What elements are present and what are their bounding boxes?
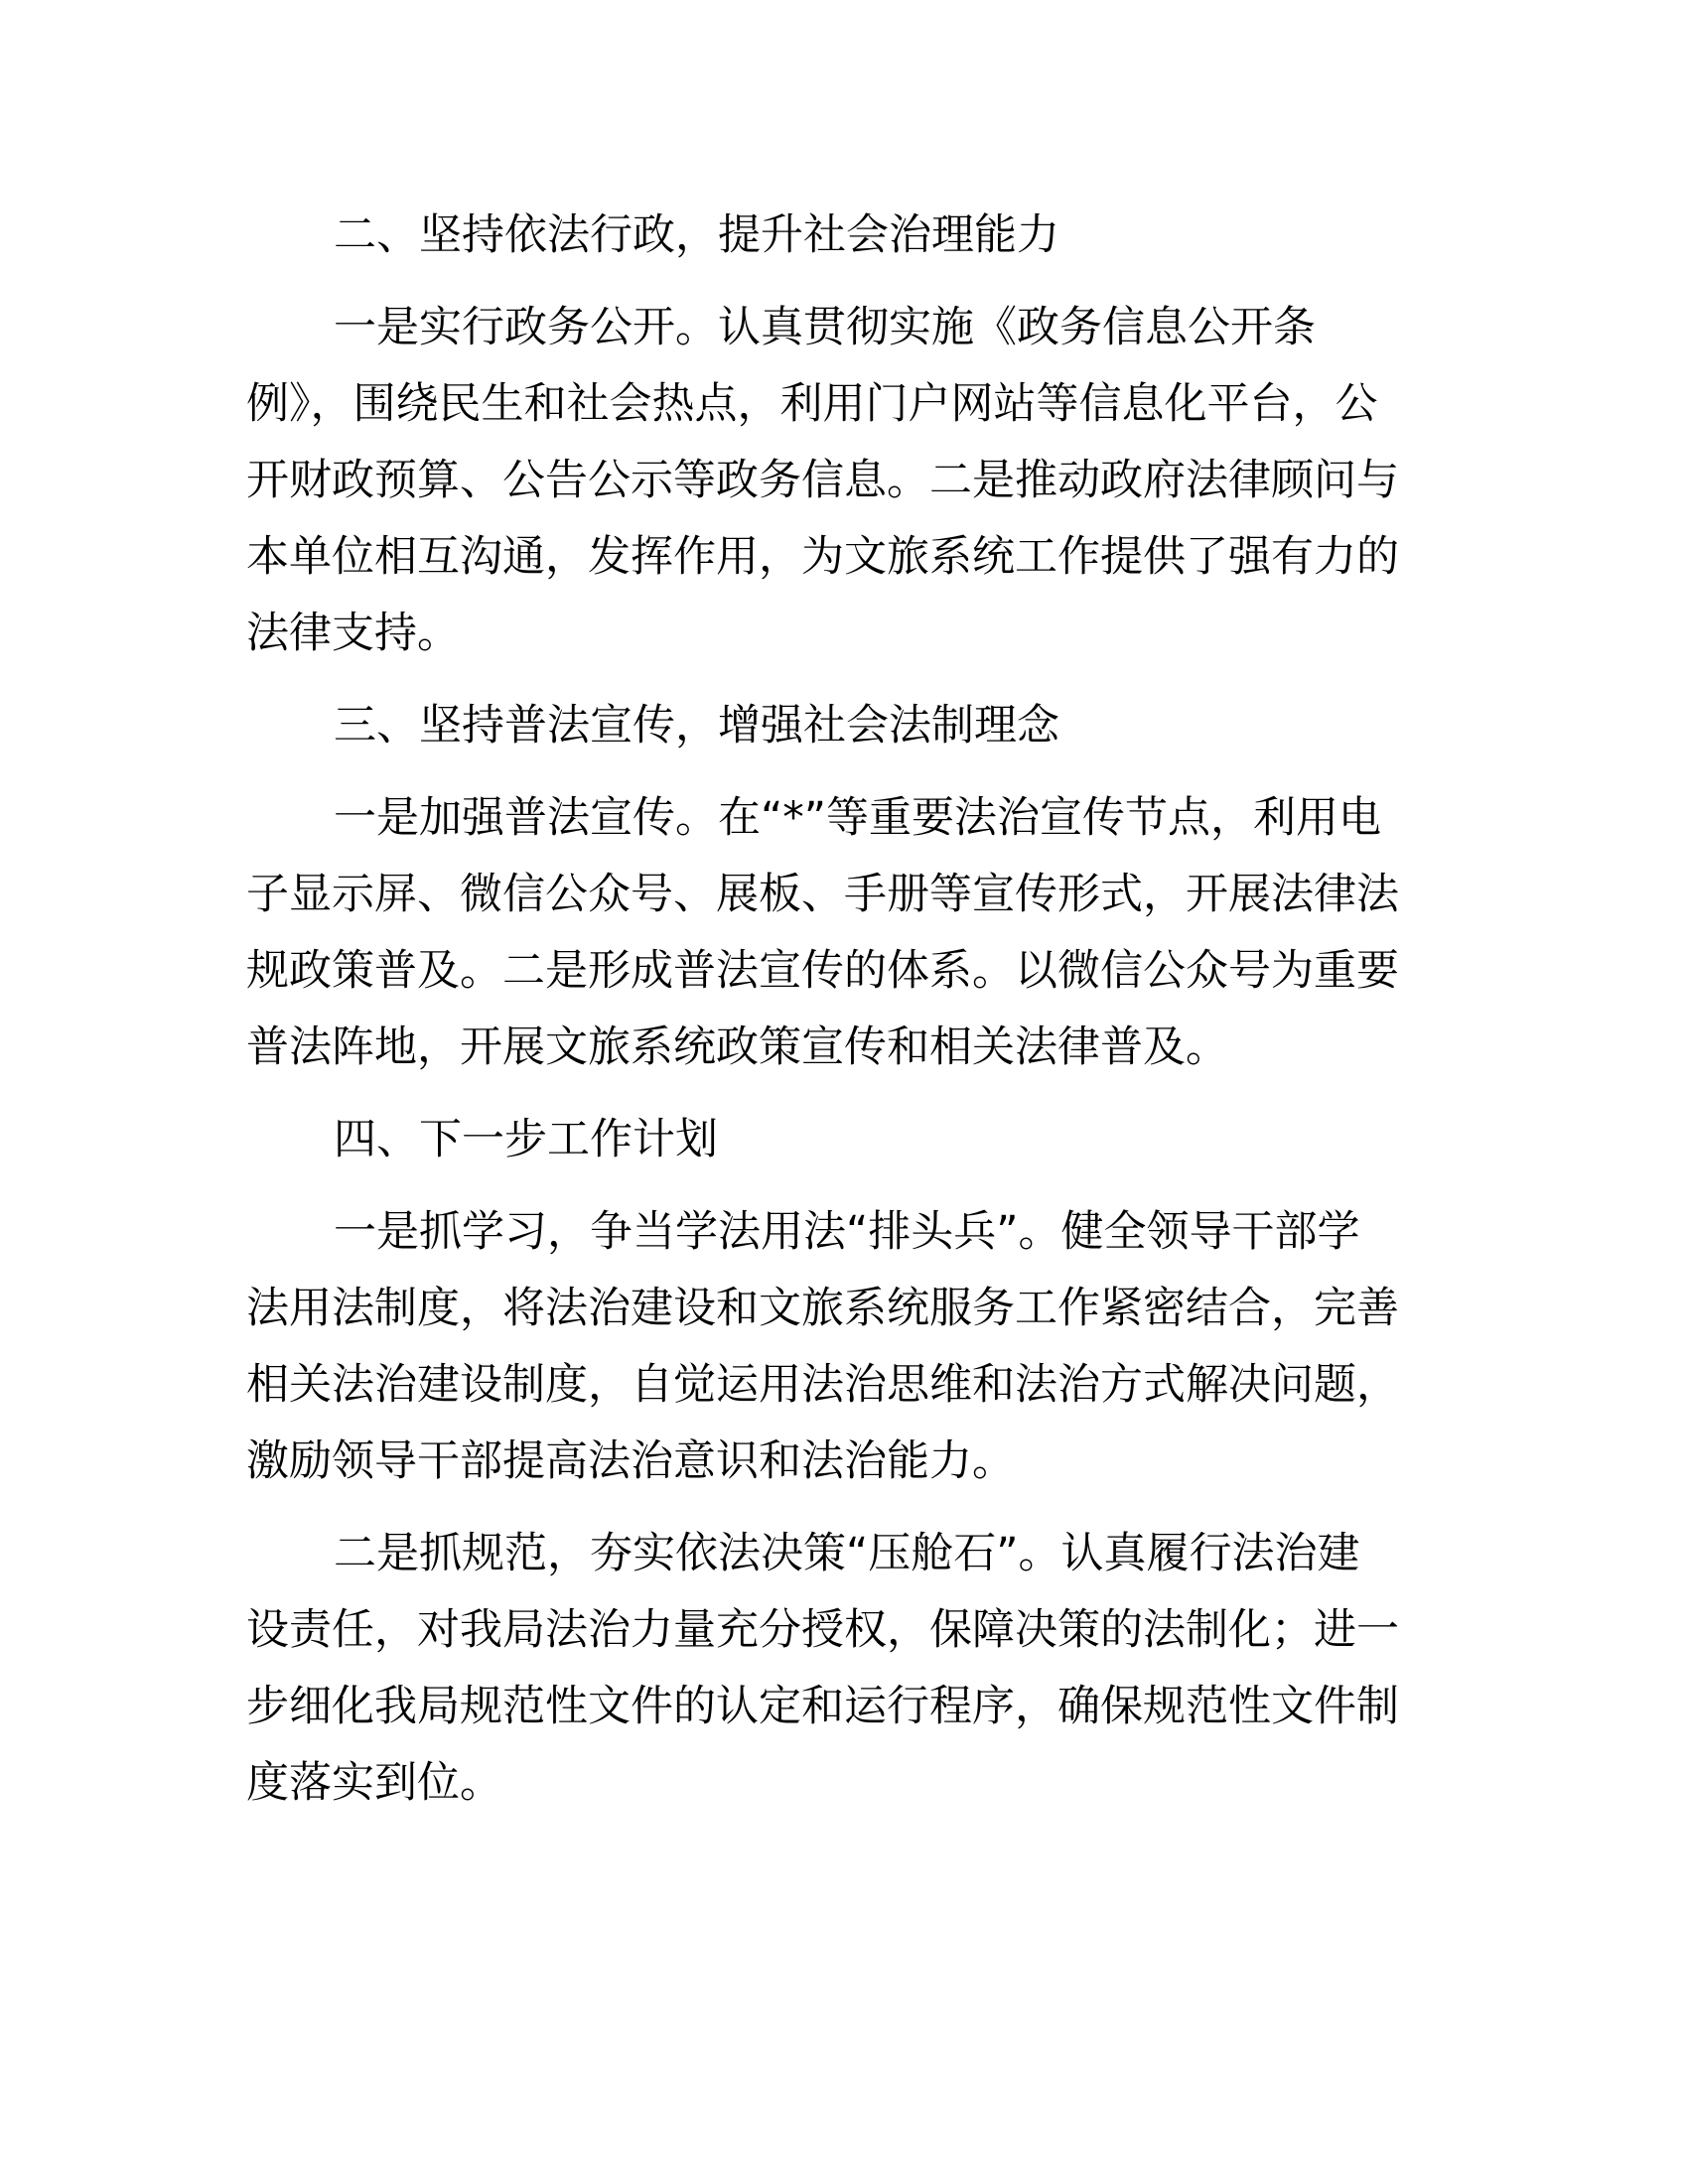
paragraph-line: 一是抓学习，争当学法用法“排头兵”。健全领导干部学 — [334, 1207, 1360, 1257]
paragraph-line: 法用法制度，将法治建设和文旅系统服务工作紧密结合，完善 — [246, 1284, 1399, 1333]
paragraph-line: 激励领导干部提高法治意识和法治能力。 — [246, 1436, 1015, 1486]
paragraph-line: 规政策普及。二是形成普法宣传的体系。以微信公众号为重要 — [246, 946, 1399, 996]
paragraph-line: 普法阵地，开展文旅系统政策宣传和相关法律普及。 — [246, 1023, 1228, 1072]
paragraph — [246, 1529, 1438, 1808]
paragraph-line: 度落实到位。 — [246, 1758, 502, 1808]
section-heading-3: 三、坚持普法宣传，增强社会法制理念 — [334, 701, 1059, 751]
section-heading-4: 四、下一步工作计划 — [334, 1115, 718, 1164]
paragraph — [246, 793, 1438, 1072]
paragraph-line: 法律支持。 — [246, 609, 460, 658]
section-heading-2: 二、坚持依法行政，提升社会治理能力 — [334, 210, 1059, 260]
paragraph-line: 步细化我局规范性文件的认定和运行程序，确保规范性文件制 — [246, 1682, 1399, 1731]
paragraph — [246, 303, 1438, 658]
paragraph-line: 二是抓规范，夯实依法决策“压舱石”。认真履行法治建 — [334, 1529, 1360, 1578]
paragraph-line: 设责任，对我局法治力量充分授权，保障决策的法制化；进一 — [246, 1605, 1399, 1655]
paragraph-line: 开财政预算、公告公示等政务信息。二是推动政府法律顾问与 — [246, 456, 1399, 505]
paragraph-line: 例》，围绕民生和社会热点，利用门户网站等信息化平台，公 — [246, 379, 1378, 429]
paragraph-line: 一是加强普法宣传。在“*”等重要法治宣传节点，利用电 — [334, 793, 1382, 843]
paragraph-line: 本单位相互沟通，发挥作用，为文旅系统工作提供了强有力的 — [246, 532, 1399, 582]
paragraph — [246, 1207, 1438, 1486]
paragraph-line: 一是实行政务公开。认真贯彻实施《政务信息公开条 — [334, 303, 1316, 352]
document-page — [246, 210, 1438, 1839]
paragraph-line: 相关法治建设制度，自觉运用法治思维和法治方式解决问题， — [246, 1360, 1399, 1410]
paragraph-line: 子显示屏、微信公众号、展板、手册等宣传形式，开展法律法 — [246, 870, 1399, 919]
